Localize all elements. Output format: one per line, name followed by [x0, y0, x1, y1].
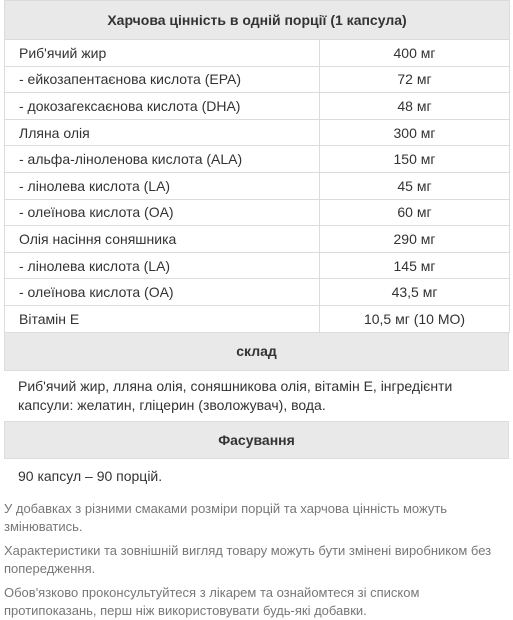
nutrient-name: - олеїнова кислота (OA) [5, 199, 320, 226]
nutrient-value: 48 мг [320, 93, 510, 120]
table-row [5, 252, 510, 279]
nutrient-value: 400 мг [320, 40, 510, 67]
nutrient-value: 150 мг [320, 146, 510, 173]
nutrient-name: - лінолева кислота (LA) [5, 172, 320, 199]
notes [4, 500, 509, 620]
packaging-text: 90 капсул – 90 порцій. [18, 467, 163, 484]
packaging-title: Фасування [4, 421, 509, 459]
table-row [5, 226, 510, 253]
nutrient-name: Олія насіння соняшника [5, 226, 320, 253]
nutrient-name: - альфа-ліноленова кислота (ALA) [5, 146, 320, 173]
table-row [5, 40, 510, 67]
nutrient-name: Риб'ячий жир [5, 40, 320, 67]
table-row [5, 93, 510, 120]
table-row [5, 305, 510, 332]
nutrient-name: - ейкозапентаєнова кислота (EPA) [5, 66, 320, 93]
nutrition-header-row [5, 1, 510, 40]
nutrient-value: 300 мг [320, 119, 510, 146]
table-row [5, 119, 510, 146]
nutrient-name: Вітамін Е [5, 305, 320, 332]
nutrient-name: - докозагексаєнова кислота (DHA) [5, 93, 320, 120]
table-row [5, 279, 510, 306]
table-row [5, 66, 510, 93]
nutrient-name: Лляна олія [5, 119, 320, 146]
composition-title: склад [4, 333, 509, 371]
table-row [5, 172, 510, 199]
table-row [5, 146, 510, 173]
nutrient-value: 145 мг [320, 252, 510, 279]
composition-text: Риб'ячий жир, лляна олія, соняшникова олія, вітамін Е, інгредієнти капсули: желатин, гліцерин (зволожувач), вода. [18, 377, 453, 413]
note-manufacturer-change: Характеристики та зовнішній вигляд товару можуть бути змінені виробником без попередження. [4, 542, 492, 576]
nutrient-value: 43,5 мг [320, 279, 510, 306]
nutrient-name: - олеїнова кислота (OA) [5, 279, 320, 306]
nutrient-value: 290 мг [320, 226, 510, 253]
nutrition-title: Харчова цінність в одній порції (1 капсула) [5, 1, 510, 40]
nutrient-name: - лінолева кислота (LA) [5, 252, 320, 279]
nutrient-value: 60 мг [320, 199, 510, 226]
nutrient-value: 45 мг [320, 172, 510, 199]
note-consult-doctor: Обов'язково проконсультуйтеся з лікарем та ознайомтеся зі списком протипоказань, перш ніж використовувати будь-які добавки. [4, 584, 420, 618]
note-serving-size: У добавках з різними смаками розміри порцій та харчова цінність можуть змінюватись. [4, 500, 448, 534]
product-info [4, 0, 509, 620]
nutrition-table [4, 0, 510, 333]
nutrient-value: 10,5 мг (10 МО) [320, 305, 510, 332]
table-row [5, 199, 510, 226]
nutrient-value: 72 мг [320, 66, 510, 93]
